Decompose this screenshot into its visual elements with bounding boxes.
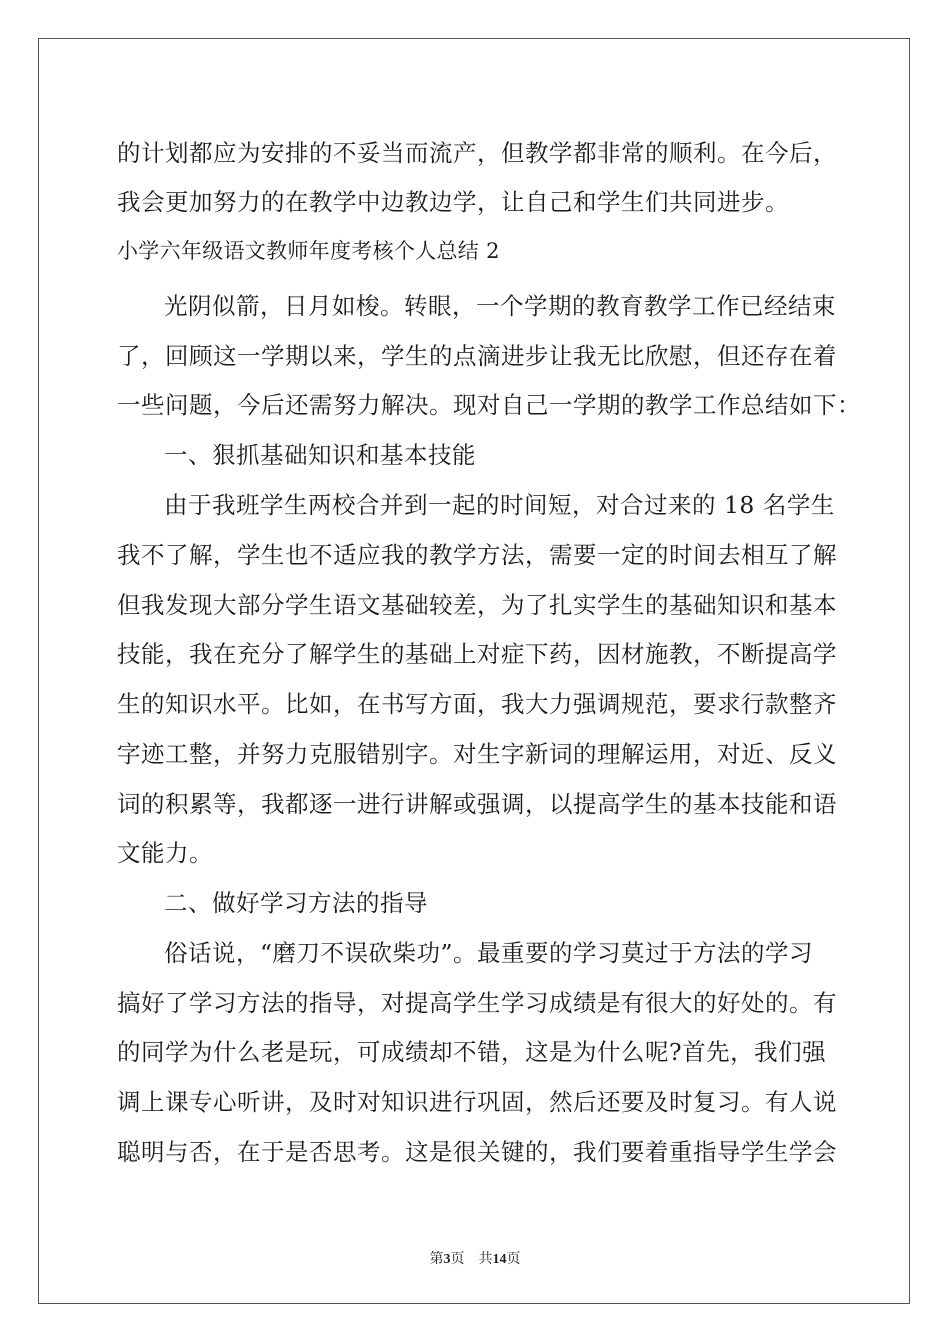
text-line: 文能力。 bbox=[117, 839, 213, 867]
page-prefix: 第 bbox=[429, 1252, 444, 1267]
text-line: 我会更加努力的在教学中边教边学，让自己和学生们共同进步。 bbox=[117, 188, 789, 216]
text-line: 技能，我在充分了解学生的基础上对症下药，因材施教，不断提高学 bbox=[117, 640, 837, 668]
text-line: 一些问题，今后还需努力解决。现对自己一学期的教学工作总结如下： bbox=[117, 391, 861, 419]
text-line: 但我发现大部分学生语文基础较差，为了扎实学生的基础知识和基本 bbox=[117, 591, 837, 619]
text-line: 词的积累等，我都逐一进行讲解或强调，以提高学生的基本技能和语 bbox=[117, 790, 837, 818]
text-line: 的同学为什么老是玩，可成绩却不错，这是为什么呢?首先，我们强 bbox=[117, 1038, 827, 1066]
text-line: 聪明与否，在于是否思考。这是很关键的，我们要着重指导学生学会 bbox=[117, 1138, 837, 1166]
text-line: 我不了解，学生也不适应我的教学方法，需要一定的时间去相互了解 bbox=[117, 541, 837, 569]
text-line: 搞好了学习方法的指导，对提高学生学习成绩是有很大的好处的。有 bbox=[117, 989, 837, 1017]
total-suffix: 页 bbox=[506, 1252, 521, 1267]
total-prefix: 共 bbox=[478, 1252, 493, 1267]
text-line: 的计划都应为安排的不妥当而流产，但教学都非常的顺利。在今后， bbox=[117, 139, 837, 167]
text-line: 调上课专心听讲，及时对知识进行巩固，然后还要及时复习。有人说 bbox=[117, 1088, 837, 1116]
text-line: 生的知识水平。比如，在书写方面，我大力强调规范，要求行款整齐 bbox=[117, 690, 837, 718]
text-line: 由于我班学生两校合并到一起的时间短，对合过来的 18 名学生 bbox=[164, 491, 835, 519]
subheading: 一、狠抓基础知识和基本技能 bbox=[164, 441, 476, 469]
text-line: 光阴似箭，日月如梭。转眼，一个学期的教育教学工作已经结束 bbox=[164, 292, 836, 320]
text-line: 字迹工整，并努力克服错别字。对生字新词的理解运用，对近、反义 bbox=[117, 740, 837, 768]
subheading: 二、做好学习方法的指导 bbox=[164, 889, 428, 917]
text-line: 了，回顾这一学期以来，学生的点滴进步让我无比欣慰，但还存在着 bbox=[117, 342, 837, 370]
total-pages: 14 bbox=[492, 1252, 507, 1267]
page-suffix: 页 bbox=[450, 1252, 465, 1267]
page-footer bbox=[0, 1248, 950, 1268]
text-line: 俗话说，“磨刀不误砍柴功”。最重要的学习莫过于方法的学习 bbox=[164, 939, 814, 967]
page-number: 3 bbox=[443, 1252, 451, 1267]
section-title: 小学六年级语文教师年度考核个人总结 2 bbox=[117, 239, 500, 263]
